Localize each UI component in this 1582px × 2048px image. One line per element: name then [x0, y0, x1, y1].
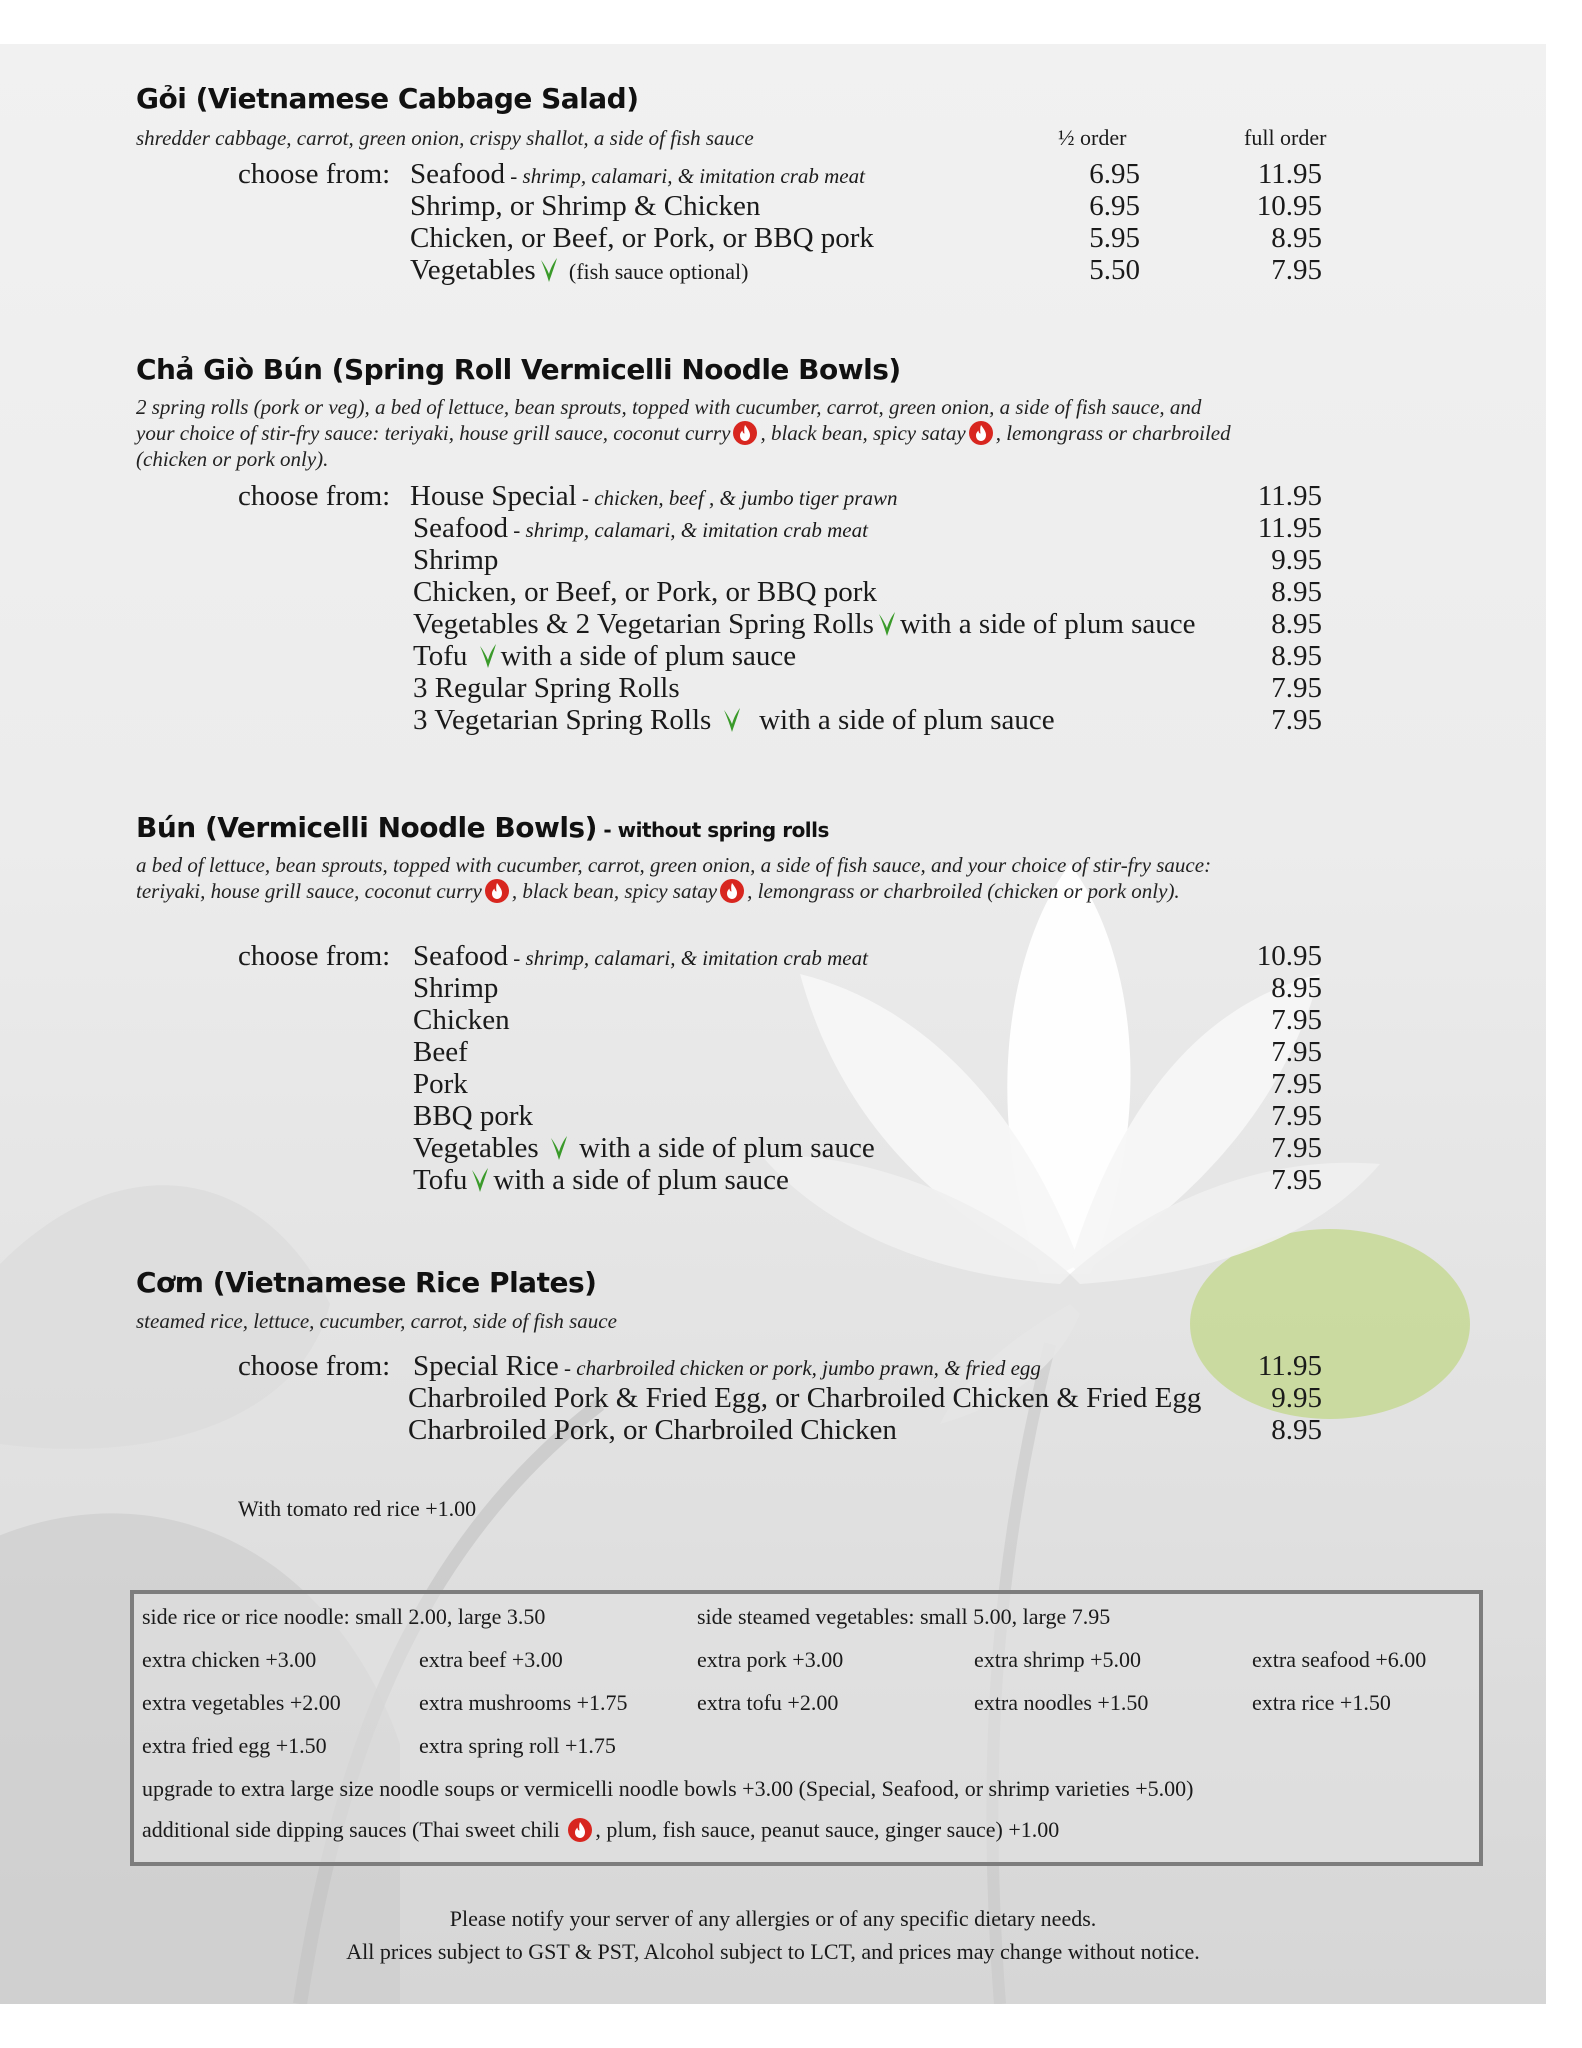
tax-notice: All prices subject to GST & PST, Alcohol subject to LCT, and prices may change without notice.	[346, 1939, 1200, 1964]
com-choose-label: choose from:	[238, 1350, 391, 1382]
bun-price: 8.95	[1271, 972, 1322, 1004]
goi-half-price: 5.95	[1089, 222, 1140, 254]
goi-half-price: 6.95	[1089, 158, 1140, 190]
bun-price: 7.95	[1271, 1036, 1322, 1068]
chagio-price: 8.95	[1271, 640, 1322, 672]
chagio-price: 7.95	[1271, 672, 1322, 704]
chagio-description-line3: (chicken or pork only).	[136, 447, 329, 471]
chagio-title: Chả Giò Bún (Spring Roll Vermicelli Noodle Bowls)	[136, 353, 901, 386]
bun-price: 7.95	[1271, 1100, 1322, 1132]
bun-price: 7.95	[1271, 1004, 1322, 1036]
chili-flame-icon	[567, 1817, 593, 1843]
chili-flame-icon	[484, 878, 510, 904]
com-description: steamed rice, lettuce, cucumber, carrot, side of fish sauce	[136, 1309, 617, 1333]
chagio-price: 9.95	[1271, 544, 1322, 576]
chagio-item: 3 Regular Spring Rolls	[413, 672, 680, 704]
full-order-header: full order	[1244, 125, 1327, 150]
chagio-price: 8.95	[1271, 576, 1322, 608]
leaf-icon	[471, 1167, 489, 1193]
leaf-icon	[550, 1135, 568, 1161]
chagio-choose-label: choose from:	[238, 480, 391, 512]
bun-title: Bún (Vermicelli Noodle Bowls) - without spring rolls	[136, 811, 829, 844]
extra-item: extra fried egg +1.50	[142, 1733, 327, 1758]
extra-item: extra chicken +3.00	[142, 1647, 317, 1672]
goi-choose-label: choose from:	[238, 158, 391, 190]
chagio-description-line1: 2 spring rolls (pork or veg), a bed of lettuce, bean sprouts, topped with cucumber, carrot, green onion, a side of fish sauce, and	[136, 395, 1202, 419]
extra-item: extra tofu +2.00	[697, 1690, 839, 1715]
chagio-item: House Special - chicken, beef , & jumbo tiger prawn	[410, 480, 898, 512]
extra-item: extra beef +3.00	[419, 1647, 563, 1672]
bun-price: 7.95	[1271, 1164, 1322, 1196]
leaf-icon	[540, 257, 558, 283]
goi-half-price: 6.95	[1089, 190, 1140, 222]
goi-item-shrimp: Shrimp, or Shrimp & Chicken	[410, 190, 761, 222]
extra-item: extra noodles +1.50	[974, 1690, 1149, 1715]
extras-box	[130, 1590, 1483, 1866]
com-item: Charbroiled Pork, or Charbroiled Chicken	[408, 1414, 897, 1446]
goi-item-chicken: Chicken, or Beef, or Pork, or BBQ pork	[410, 222, 874, 254]
chagio-description-line2: your choice of stir-fry sauce: teriyaki, house grill sauce, coconut curry , black bean, spicy satay , lemongrass or charbroiled	[136, 421, 1231, 445]
chagio-item: Tofu with a side of plum sauce	[413, 640, 797, 672]
com-price: 9.95	[1271, 1382, 1322, 1414]
com-item: Charbroiled Pork & Fried Egg, or Charbroiled Chicken & Fried Egg	[408, 1382, 1202, 1414]
extra-item: extra mushrooms +1.75	[419, 1690, 628, 1715]
bun-price: 10.95	[1256, 940, 1322, 972]
leaf-icon	[723, 707, 741, 733]
extra-item: extra seafood +6.00	[1252, 1647, 1427, 1672]
goi-item-vegetables: Vegetables (fish sauce optional)	[410, 254, 749, 286]
chagio-price: 8.95	[1271, 608, 1322, 640]
bun-choose-label: choose from:	[238, 940, 391, 972]
goi-half-price: 5.50	[1089, 254, 1140, 286]
bun-description-line2: teriyaki, house grill sauce, coconut curry , black bean, spicy satay , lemongrass or charbroiled (chicken or pork only).	[136, 879, 1180, 903]
bun-item: Seafood - shrimp, calamari, & imitation crab meat	[413, 940, 868, 972]
goi-item-seafood: Seafood - shrimp, calamari, & imitation crab meat	[410, 158, 865, 190]
bun-item: BBQ pork	[413, 1100, 534, 1132]
goi-full-price: 10.95	[1256, 190, 1322, 222]
bun-price: 7.95	[1271, 1132, 1322, 1164]
extra-item: extra pork +3.00	[697, 1647, 844, 1672]
extra-item: extra spring roll +1.75	[419, 1733, 616, 1758]
chili-flame-icon	[732, 420, 758, 446]
dipping-sauces-note: additional side dipping sauces (Thai sweet chili , plum, fish sauce, peanut sauce, ginger sauce) +1.00	[142, 1817, 1060, 1842]
chili-flame-icon	[968, 420, 994, 446]
side-vegetables-price: side steamed vegetables: small 5.00, large 7.95	[697, 1604, 1111, 1629]
chagio-price: 7.95	[1271, 704, 1322, 736]
goi-full-price: 7.95	[1271, 254, 1322, 286]
leaf-icon	[878, 611, 896, 637]
com-price: 11.95	[1257, 1350, 1322, 1382]
bun-item: Beef	[413, 1036, 468, 1068]
bun-item: Pork	[413, 1068, 468, 1100]
leaf-icon	[479, 643, 497, 669]
chagio-price: 11.95	[1257, 512, 1322, 544]
upgrade-note: upgrade to extra large size noodle soups or vermicelli noodle bowls +3.00 (Special, Seafood, or shrimp varieties +5.00)	[142, 1776, 1194, 1801]
side-rice-price: side rice or rice noodle: small 2.00, large 3.50	[142, 1604, 546, 1629]
chili-flame-icon	[719, 878, 745, 904]
goi-title: Gỏi (Vietnamese Cabbage Salad)	[136, 82, 639, 115]
bun-price: 7.95	[1271, 1068, 1322, 1100]
com-item: Special Rice - charbroiled chicken or pork, jumbo prawn, & fried egg	[413, 1350, 1041, 1382]
chagio-item: Vegetables & 2 Vegetarian Spring Rolls with a side of plum sauce	[413, 608, 1196, 640]
bun-item: Shrimp	[413, 972, 499, 1004]
chagio-item: Seafood - shrimp, calamari, & imitation crab meat	[413, 512, 868, 544]
chagio-item: 3 Vegetarian Spring Rolls with a side of plum sauce	[413, 704, 1055, 736]
goi-description: shredder cabbage, carrot, green onion, crispy shallot, a side of fish sauce	[136, 126, 754, 150]
half-order-header: ½ order	[1058, 125, 1127, 150]
chagio-price: 11.95	[1257, 480, 1322, 512]
com-title: Cơm (Vietnamese Rice Plates)	[136, 1266, 597, 1299]
bun-item: Vegetables with a side of plum sauce	[413, 1132, 875, 1164]
goi-full-price: 11.95	[1257, 158, 1322, 190]
menu-page	[0, 44, 1546, 2004]
bun-description-line1: a bed of lettuce, bean sprouts, topped with cucumber, carrot, green onion, a side of fish sauce, and your choice of stir-fry sauce:	[136, 853, 1212, 877]
extra-item: extra shrimp +5.00	[974, 1647, 1141, 1672]
chagio-item: Chicken, or Beef, or Pork, or BBQ pork	[413, 576, 877, 608]
bun-item: Tofu with a side of plum sauce	[413, 1164, 789, 1196]
extra-item: extra vegetables +2.00	[142, 1690, 341, 1715]
chagio-item: Shrimp	[413, 544, 499, 576]
bun-item: Chicken	[413, 1004, 510, 1036]
tomato-rice-addon: With tomato red rice +1.00	[238, 1496, 477, 1521]
goi-full-price: 8.95	[1271, 222, 1322, 254]
extra-item: extra rice +1.50	[1252, 1690, 1391, 1715]
allergy-notice: Please notify your server of any allergies or of any specific dietary needs.	[449, 1906, 1097, 1931]
com-price: 8.95	[1271, 1414, 1322, 1446]
